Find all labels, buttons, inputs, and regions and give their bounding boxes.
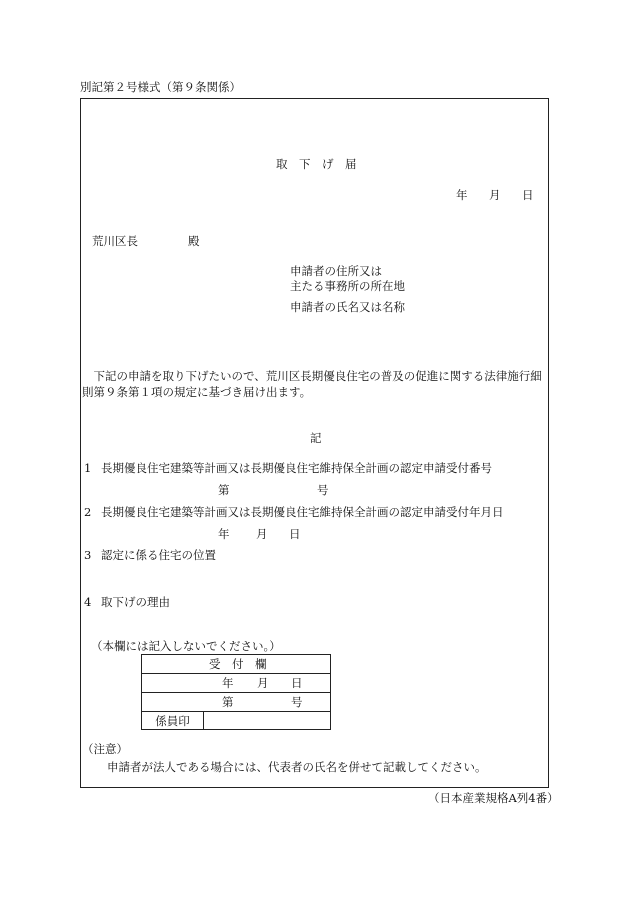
date-month-label: 月 bbox=[489, 188, 501, 202]
body-text-line-1: 下記の申請を取り下げたいので、荒川区長期優良住宅の普及の促進に関する法律施行細 bbox=[82, 369, 542, 383]
paper-size-note: （日本産業規格A列4番） bbox=[428, 791, 559, 805]
applicant-address-label-1: 申請者の住所又は bbox=[290, 264, 382, 278]
applicant-name-label: 申請者の氏名又は名称 bbox=[290, 300, 405, 314]
office-use-day: 日 bbox=[291, 676, 303, 690]
addressee-honorific: 殿 bbox=[188, 234, 200, 248]
office-use-stamp-row bbox=[142, 712, 330, 730]
remarks-text: 申請者が法人である場合には、代表者の氏名を併せて記載してください。 bbox=[107, 760, 487, 774]
date-day-label: 日 bbox=[522, 188, 534, 202]
date-year-label: 年 bbox=[456, 188, 468, 202]
addressee-office: 荒川区長 bbox=[92, 234, 138, 248]
office-use-number-row bbox=[142, 693, 330, 712]
ki-heading: 記 bbox=[310, 431, 322, 445]
form-label: 別記第２号様式（第９条関係） bbox=[80, 80, 241, 94]
item-1-dai: 第 bbox=[218, 483, 230, 497]
item-2-text: 長期優良住宅建築等計画又は長期優良住宅維持保全計画の認定申請受付年月日 bbox=[101, 505, 504, 519]
office-use-table bbox=[141, 654, 331, 730]
item-2-number: 2 bbox=[84, 505, 92, 519]
item-1-text: 長期優良住宅建築等計画又は長期優良住宅維持保全計画の認定申請受付番号 bbox=[101, 461, 492, 475]
item-4-text: 取下げの理由 bbox=[101, 595, 170, 609]
office-use-go: 号 bbox=[291, 695, 303, 709]
office-use-header-row bbox=[142, 655, 330, 674]
form-title: 取 下 げ 届 bbox=[276, 157, 357, 171]
office-use-year: 年 bbox=[222, 676, 234, 690]
item-2-year: 年 bbox=[218, 527, 230, 541]
item-2-month: 月 bbox=[256, 527, 268, 541]
office-use-header: 受 付 欄 bbox=[209, 657, 267, 671]
item-4-number: 4 bbox=[84, 595, 92, 609]
office-use-stamp-box bbox=[204, 712, 330, 730]
office-use-dai: 第 bbox=[222, 695, 234, 709]
body-text-line-2: 則第９条第１項の規定に基づき届け出ます。 bbox=[82, 385, 312, 399]
office-use-stamp-label: 係員印 bbox=[142, 712, 204, 730]
remarks-heading: （注意） bbox=[82, 742, 128, 756]
item-1-number: 1 bbox=[84, 461, 92, 475]
office-use-note: （本欄には記入しないでください。） bbox=[91, 639, 281, 653]
item-1-go: 号 bbox=[317, 483, 329, 497]
item-2-day: 日 bbox=[289, 527, 301, 541]
item-3-number: 3 bbox=[84, 548, 92, 562]
office-use-month: 月 bbox=[257, 676, 269, 690]
applicant-address-label-2: 主たる事務所の所在地 bbox=[290, 279, 405, 293]
office-use-date-row bbox=[142, 674, 330, 693]
item-3-text: 認定に係る住宅の位置 bbox=[101, 548, 216, 562]
